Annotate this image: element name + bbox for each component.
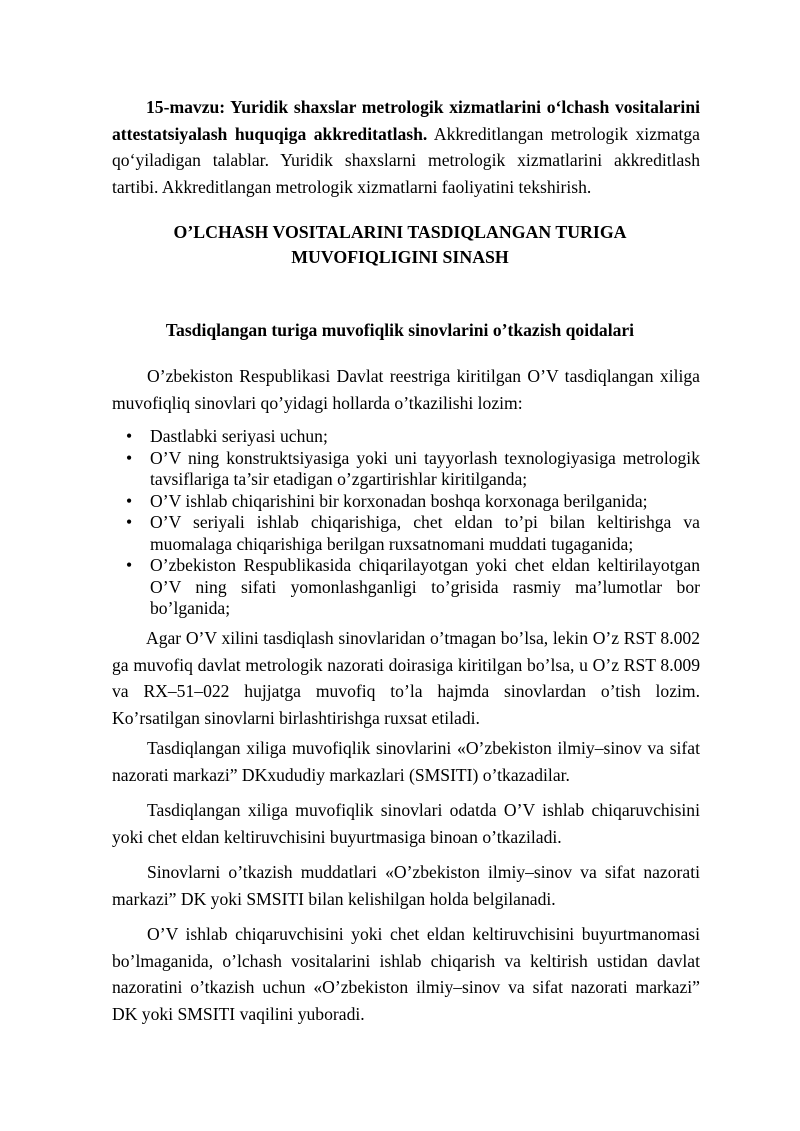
list-item-text: O’V ishlab chiqarishini bir korxonadan boshqa korxonaga berilganida;: [150, 490, 648, 511]
bullet-icon: •: [126, 512, 133, 532]
list-item: [112, 512, 700, 555]
list-item-text: O’zbekiston Respublikasida chiqarilayotgan yoki chet eldan keltirilayotgan O’V ning sifati yomonlashganligi to’grisida rasmiy ma’lumotlar bor bo’lganida;: [150, 555, 700, 618]
list-item: [112, 426, 700, 448]
list-item: [112, 491, 700, 513]
topic-description: Akkreditlangan metrologik xizmatga qo‘yiladigan talablar. Yuridik shaxslarni metrologik xizmatlarini akkreditlash tartibi. Akkreditlangan metrologik xizmatlarni faoliyatini tekshirish.: [112, 123, 700, 197]
paragraph-4: Tasdiqlangan xiliga muvofiqlik sinovlari odatda O’V ishlab chiqaruvchisini yoki chet eldan keltiruvchisini buyurtmasiga binoan o’tkaziladi.: [112, 800, 700, 847]
list-item-text: O’V seriyali ishlab chiqarishiga, chet eldan to’pi bilan keltirishga va muomalaga chiqarishiga berilgan ruxsatnomani muddati tugaganida;: [150, 512, 700, 554]
paragraph-3: Tasdiqlangan xiliga muvofiqlik sinovlarini «O’zbekiston ilmiy–sinov va sifat nazorati markazi” DKxududiy markazlari (SMSITI) o’tkazadilar.: [112, 738, 700, 785]
list-item: [112, 448, 700, 491]
bullet-icon: •: [126, 426, 133, 446]
paragraph-1: O’zbekiston Respublikasi Davlat reestriga kiritilgan O’V tasdiqlangan xiliga muvofiqliq sinovlari qo’yidagi hollarda o’tkazilishi lozim:: [112, 366, 700, 413]
topic-heading: 15-mavzu: Yuridik shaxslar metrologik xizmatlarini o‘lchash vositalarini attestatsiyalash huquqiga akkreditatlash.: [112, 97, 700, 144]
conditions-list: [112, 426, 700, 620]
paragraph-5: Sinovlarni o’tkazish muddatlari «O’zbekiston ilmiy–sinov va sifat nazorati markazi” DK yoki SMSITI bilan kelishilgan holda belgilanadi.: [112, 862, 700, 909]
list-item-text: O’V ning konstruktsiyasiga yoki uni tayyorlash texnologiyasiga metrologik tavsiflariga ta’sir etadigan o’zgartirishlar kiritilganda;: [150, 447, 700, 489]
paragraph-6: O’V ishlab chiqaruvchisini yoki chet eldan keltiruvchisini buyurtmanomasi bo’lmaganida, o’lchash vositalarini ishlab chiqarish va keltirish ustidan davlat nazoratini o’tkazish uchun «O’zbekiston ilmiy–sinov va sifat nazorati markazi” DK yoki SMSITI vaqilini yuboradi.: [112, 924, 700, 1024]
section-title-line-2: MUVOFIQLIGINI SINASH: [291, 247, 509, 267]
section-title-line-1: O’LCHASH VOSITALARINI TASDIQLANGAN TURIGA: [173, 222, 627, 242]
list-item-text: Dastlabki seriyasi uchun;: [150, 426, 328, 446]
section-title: [100, 220, 700, 270]
paragraph-2: Agar O’V xilini tasdiqlash sinovlaridan o’tmagan bo’lsa, lekin O’z RST 8.002 ga muvofiq davlat metrologik nazorati doirasiga kiritilgan bo’lsa, u O’z RST 8.009 va RX–51–022 hujjatga muvofiq to’la hajmda sinovlardan o’tish lozim. Ko’rsatilgan sinovlarni birlashtirishga ruxsat etiladi.: [112, 628, 700, 728]
topic-intro: [112, 94, 700, 200]
subsection-title: Tasdiqlangan turiga muvofiqlik sinovlarini o’tkazish qoidalari: [165, 320, 635, 340]
bullet-icon: •: [126, 490, 133, 511]
bullet-icon: •: [126, 447, 133, 468]
list-item: [112, 555, 700, 620]
bullet-icon: •: [126, 555, 133, 575]
